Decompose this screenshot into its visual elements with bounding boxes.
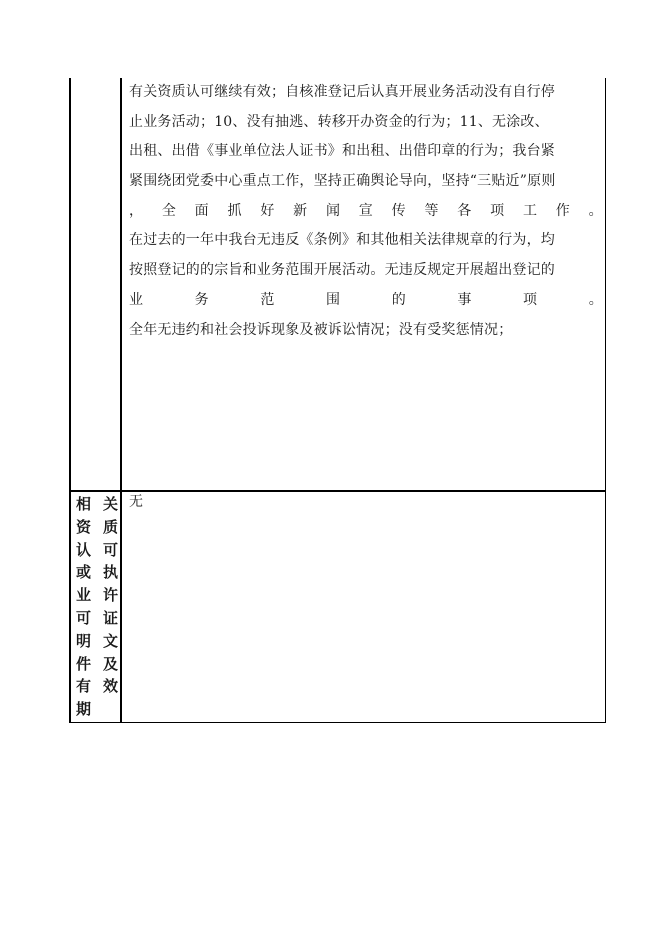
label-line (71, 516, 121, 539)
label-char: 期 (76, 700, 92, 719)
text-char: 抓 (227, 202, 242, 219)
label-char: 效 (102, 677, 118, 696)
text-line: 紧围绕团党委中心重点工作，坚持正确舆论导向，坚持“三贴近”原则 (129, 173, 556, 190)
label-char: 可 (76, 608, 92, 627)
text-char: 围 (326, 291, 341, 308)
qualification-value: 无 (129, 494, 143, 510)
label-line (71, 539, 121, 562)
text-char: 各 (457, 202, 472, 219)
text-char: 。 (588, 202, 603, 219)
text-line-justified (129, 197, 603, 227)
label-char: 执 (102, 563, 118, 582)
text-char: 业 (129, 291, 144, 308)
text-char: 闻 (325, 202, 341, 219)
qualification-label (71, 491, 121, 721)
label-char: 认 (76, 540, 92, 559)
text-char: 务 (194, 291, 209, 308)
label-char: 文 (102, 631, 118, 650)
label-char: 有 (76, 677, 92, 696)
label-char: 资 (76, 517, 92, 536)
activity-description (129, 78, 603, 345)
text-char: 工 (522, 202, 538, 219)
text-char: 好 (260, 202, 275, 219)
label-line (71, 698, 121, 721)
text-char: 的 (391, 291, 406, 308)
label-char: 业 (76, 586, 92, 605)
text-line: 按照登记的的宗旨和业务范围开展活动。无违反规定开展超出登记的 (129, 262, 555, 279)
table-row-divider (69, 490, 606, 492)
text-char: ， (129, 202, 144, 219)
label-line (71, 607, 121, 630)
label-char: 及 (102, 654, 118, 673)
text-char: 面 (194, 202, 209, 219)
label-char: 许 (102, 586, 118, 605)
label-line (71, 653, 121, 676)
text-line: 全年无违约和社会投诉现象及被诉讼情况；没有受奖惩情况； (129, 321, 513, 338)
label-line (71, 675, 121, 698)
text-char: 新 (293, 202, 308, 219)
label-line (71, 584, 121, 607)
text-char: 事 (457, 291, 472, 308)
label-line (71, 561, 121, 584)
text-char: 项 (523, 291, 538, 308)
label-char: 或 (76, 563, 92, 582)
text-line: 在过去的一年中我台无违反《条例》和其他相关法律规章的行为，均 (129, 232, 555, 249)
table-right-border (605, 78, 607, 723)
text-char: 等 (424, 202, 439, 219)
label-char: 证 (102, 608, 118, 627)
text-char: 全 (161, 202, 177, 219)
text-char: 范 (260, 291, 275, 308)
label-char: 明 (76, 631, 92, 650)
text-line-justified (129, 286, 603, 316)
label-char: 相 (76, 495, 92, 513)
label-line (71, 493, 121, 516)
label-line (71, 630, 121, 653)
label-char: 件 (76, 654, 92, 673)
label-char: 可 (102, 540, 118, 559)
text-char: 传 (391, 202, 406, 219)
table-bottom-border (69, 722, 606, 724)
text-line: 有关资质认可继续有效；自核准登记后认真开展业务活动没有自行停 (129, 84, 555, 100)
text-char: 项 (490, 202, 505, 219)
text-char: 宣 (358, 202, 373, 219)
label-char: 关 (102, 495, 118, 513)
text-char: 。 (588, 291, 603, 308)
text-line: 出租、出借《事业单位法人证书》和出租、出借印章的行为；我台紧 (129, 143, 555, 160)
label-char: 质 (102, 517, 118, 536)
text-line: 止业务活动；10、没有抽逃、转移开办资金的行为；11、无涂改、 (129, 113, 549, 130)
document-table (69, 78, 606, 723)
text-char: 作 (555, 202, 570, 219)
